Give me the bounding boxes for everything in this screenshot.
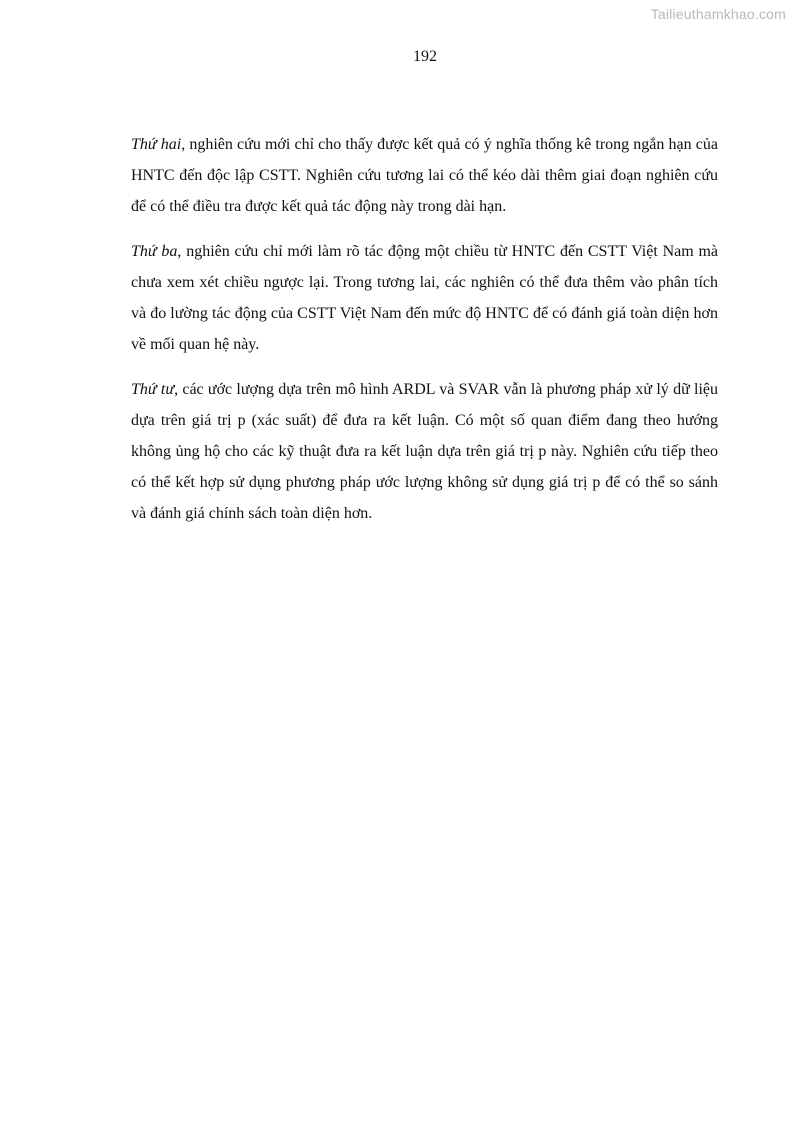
document-body bbox=[131, 129, 718, 543]
paragraph-thu-tu bbox=[131, 374, 718, 529]
paragraph-thu-ba bbox=[131, 236, 718, 360]
paragraph-lead: Thứ hai bbox=[131, 136, 182, 153]
paragraph-thu-hai bbox=[131, 129, 718, 222]
page-number: 192 bbox=[413, 48, 437, 65]
paragraph-text: , các ước lượng dựa trên mô hình ARDL và SVAR vẫn là phương pháp xử lý dữ liệu dựa trên giá trị p (xác suất) để đưa ra kết luận. Có một số quan điểm đang theo hướng không ủng hộ cho các kỹ thuật đưa ra kết luận dựa trên giá trị p này. Nghiên cứu tiếp theo có thể kết hợp sử dụng phương pháp ước lượng không sử dụng giá trị p để có thể so sánh và đánh giá chính sách toàn diện hơn. bbox=[131, 381, 719, 522]
watermark: Tailieuthamkhao.com bbox=[650, 6, 786, 22]
paragraph-text: , nghiên cứu chỉ mới làm rõ tác động một chiều từ HNTC đến CSTT Việt Nam mà chưa xem xét chiều ngược lại. Trong tương lai, các nghiên có thể đưa thêm vào phân tích và đo lường tác động của CSTT Việt Nam đến mức độ HNTC để có đánh giá toàn diện hơn về mối quan hệ này. bbox=[131, 243, 719, 353]
paragraph-lead: Thứ tư bbox=[131, 381, 175, 398]
paragraph-lead: Thứ ba bbox=[131, 243, 178, 260]
paragraph-text: , nghiên cứu mới chỉ cho thấy được kết quả có ý nghĩa thống kê trong ngắn hạn của HNTC đến độc lập CSTT. Nghiên cứu tương lai có thể kéo dài thêm giai đoạn nghiên cứu để có thể điều tra được kết quả tác động này trong dài hạn. bbox=[131, 136, 718, 215]
